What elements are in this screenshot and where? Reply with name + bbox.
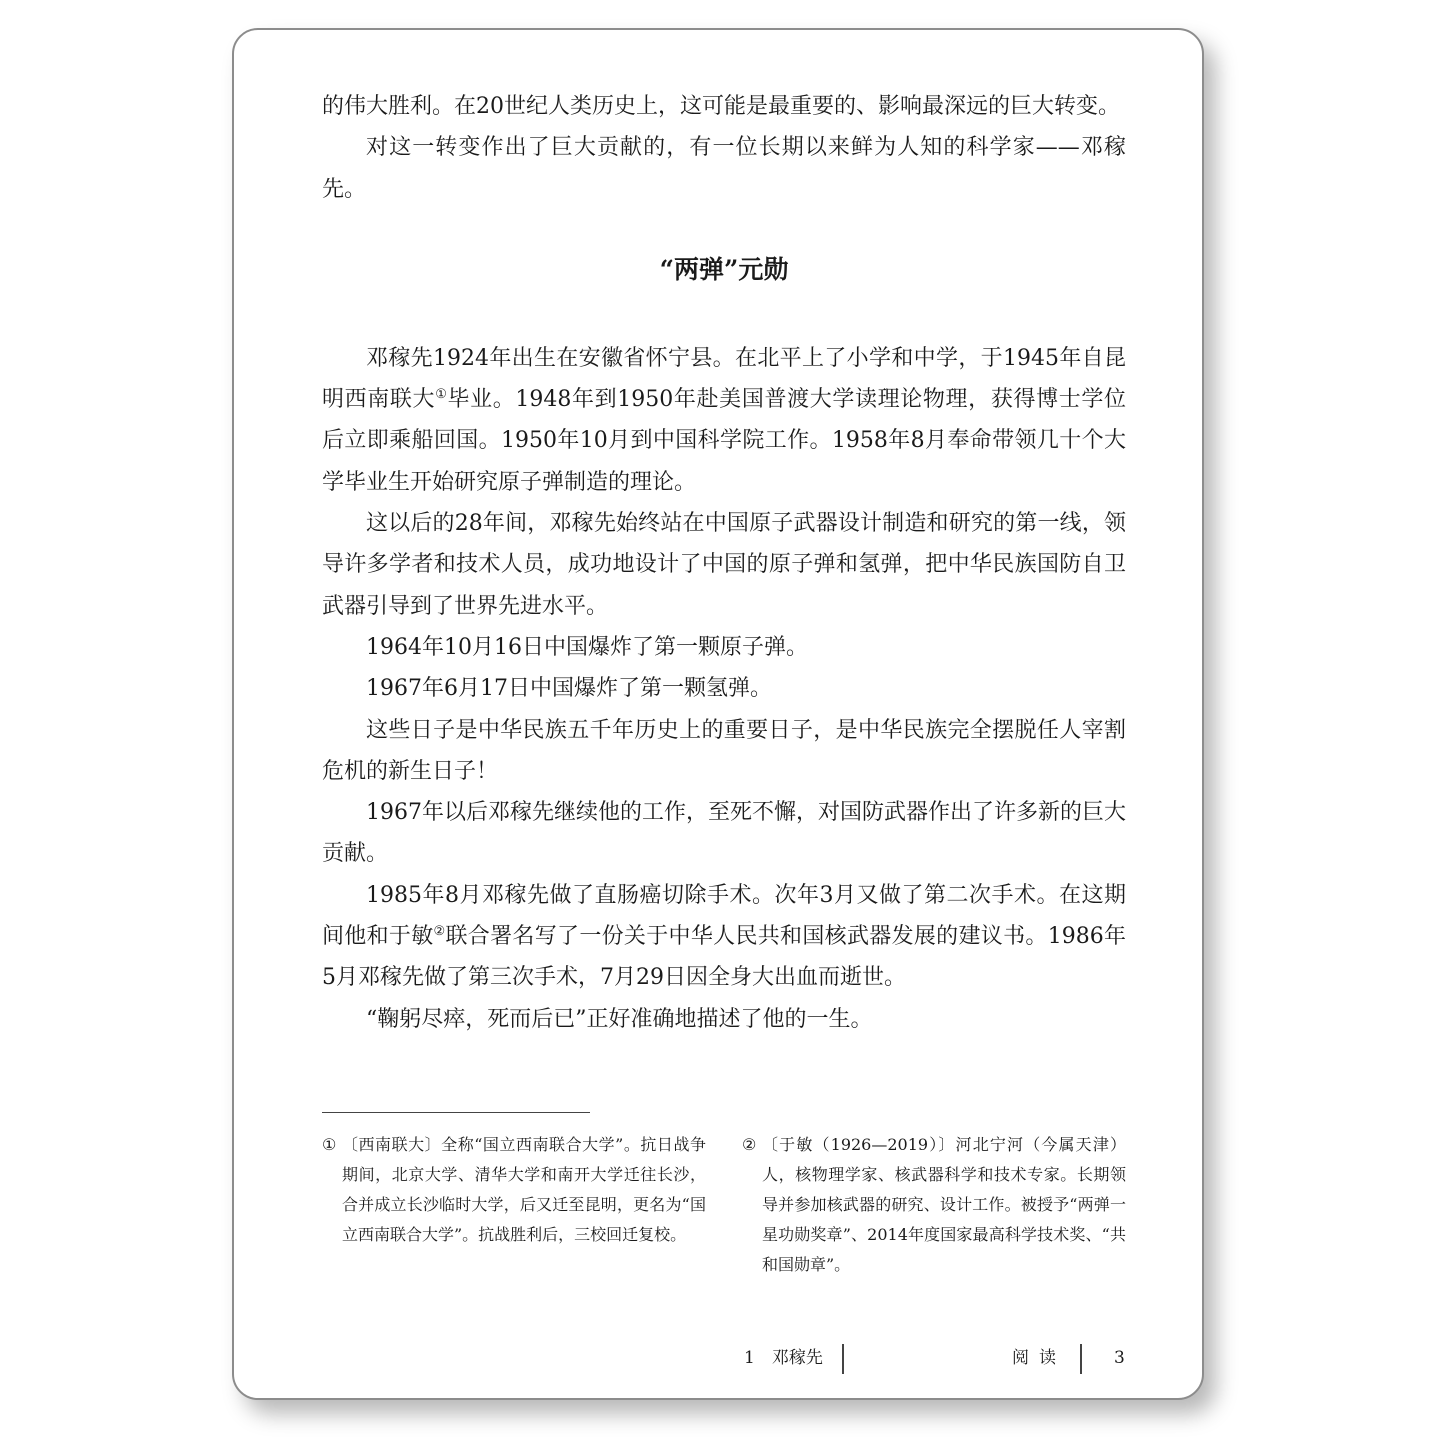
footnote-number: ②: [742, 1135, 757, 1154]
footnote-1: [322, 1130, 706, 1280]
main-text: [322, 86, 1126, 1040]
footnote-divider: [322, 1112, 590, 1113]
footnote-2: [742, 1130, 1126, 1280]
section-title: “两弹”元勋: [659, 254, 789, 284]
paragraph-birth-part-b: 毕业。1948年到1950年赴美国普渡大学读理论物理，获得博士学位后立即乘船回国。1950年10月到中国科学院工作。1958年8月奉命带领几十个大学毕业生开始研究原子弹制造的理论。: [322, 387, 1126, 495]
paragraph-illness-part-a: 1985年8月邓稼先做了直肠癌切除手术。次年3月又做了第二次手术。在这期间他和于敏: [322, 882, 1126, 950]
paragraph-28-years: 这以后的28年间，邓稼先始终站在中国原子武器设计制造和研究的第一线，领导许多学者和技术人员，成功地设计了中国的原子弹和氢弹，把中华民族国防自卫武器引导到了世界先进水平。: [322, 511, 1126, 619]
footnotes: [322, 1130, 1126, 1280]
paragraph-intro: 对这一转变作出了巨大贡献的，有一位长期以来鲜为人知的科学家——邓稼先。: [322, 135, 1126, 202]
footnote-ref-2[interactable]: ②: [433, 924, 446, 940]
page-footer: [234, 1346, 1202, 1376]
footer-divider: [842, 1344, 844, 1374]
footnote-ref-1[interactable]: ①: [435, 387, 448, 403]
paragraph-after-1967: 1967年以后邓稼先继续他的工作，至死不懈，对国防武器作出了许多新的巨大贡献。: [322, 800, 1126, 867]
footnote-number: ①: [322, 1135, 337, 1154]
footer-section: 阅读: [1012, 1348, 1066, 1368]
paragraph-birth: [322, 338, 1126, 503]
page-number: 3: [1114, 1348, 1125, 1368]
paragraph-atomic-bomb: 1964年10月16日中国爆炸了第一颗原子弹。: [366, 634, 808, 660]
paragraph-continued: 的伟大胜利。在20世纪人类历史上，这可能是最重要的、影响最深远的巨大转变。: [322, 94, 1120, 119]
paragraph-illness-part-b: 联合署名写了一份关于中华人民共和国核武器发展的建议书。1986年5月邓稼先做了第三次手术，7月29日因全身大出血而逝世。: [322, 924, 1126, 991]
paragraph-important-days: 这些日子是中华民族五千年历史上的重要日子，是中华民族完全摆脱任人宰割危机的新生日子！: [322, 717, 1126, 784]
paragraph-closing-quote: “鞠躬尽瘁，死而后已”正好准确地描述了他的一生。: [366, 1006, 873, 1032]
footnote-text: 〔于敏（1926—2019）〕河北宁河（今属天津）人，核物理学家、核武器科学和技术专家。长期领导并参加核武器的研究、设计工作。被授予“两弹一星功勋奖章”、2014年度国家最高科学技术奖、“共和国勋章”。: [762, 1135, 1126, 1274]
paragraph-illness: [322, 875, 1126, 999]
footer-divider: [1080, 1344, 1082, 1374]
paragraph-birth-part-a: 邓稼先1924年出生在安徽省怀宁县。在北平上了小学和中学，于1945年自昆明西南联大: [322, 345, 1126, 413]
footer-chapter: 1 邓稼先: [744, 1348, 823, 1368]
paragraph-hydrogen-bomb: 1967年6月17日中国爆炸了第一颗氢弹。: [366, 676, 772, 702]
footnote-text: 〔西南联大〕全称“国立西南联合大学”。抗日战争期间，北京大学、清华大学和南开大学迁往长沙，合并成立长沙临时大学，后又迁至昆明，更名为“国立西南联合大学”。抗战胜利后，三校回迁复校。: [342, 1135, 706, 1244]
book-page: [232, 28, 1204, 1400]
